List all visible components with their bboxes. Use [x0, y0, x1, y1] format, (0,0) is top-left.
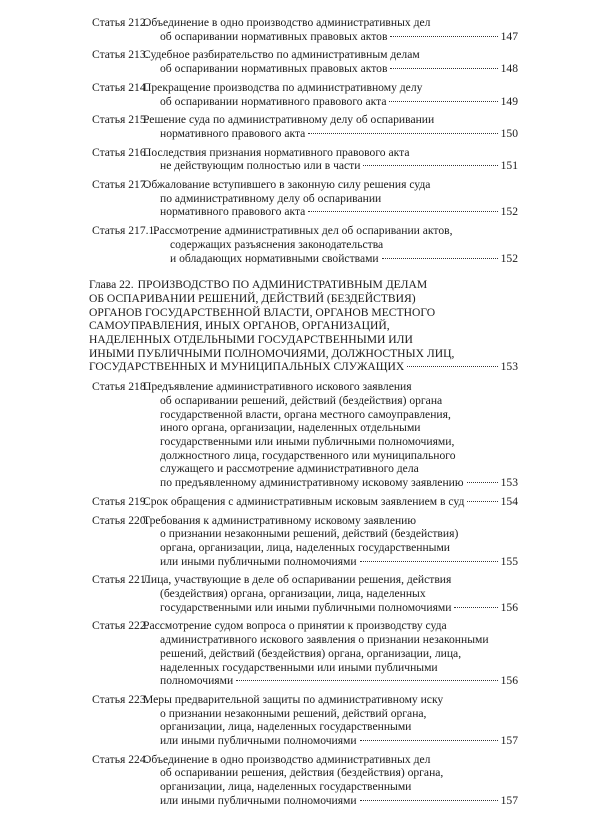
entry-text: или иными публичными полномочиями [160, 734, 357, 748]
entry-text: организации, лица, наделенных государственными [160, 780, 412, 794]
entry-text: Предъявление административного искового заявления [143, 380, 412, 394]
toc-entry-217-1 [0, 224, 600, 265]
chapter-title-line: ПРОИЗВОДСТВО ПО АДМИНИСТРАТИВНЫМ ДЕЛАМ [137, 278, 428, 292]
entry-text: государственными или иными публичными полномочиями, [160, 434, 455, 448]
dot-leader [467, 500, 497, 502]
page-number: 156 [500, 674, 518, 688]
entry-text: Объединение в одно производство административных дел [143, 16, 431, 29]
dot-leader [390, 35, 497, 37]
dot-leader [454, 606, 497, 608]
article-label: Статья 212. [92, 16, 149, 29]
article-label: Статья 223. [92, 692, 149, 706]
dot-leader [236, 679, 497, 681]
page-number: 151 [500, 159, 518, 173]
page-number: 154 [500, 494, 518, 508]
page-number: 152 [500, 205, 518, 219]
toc-entry-216 [0, 146, 600, 173]
entry-text: Меры предварительной защиты по административному иску [143, 692, 444, 706]
toc-entry-224 [0, 753, 600, 808]
entry-text: Рассмотрение административных дел об оспаривании актов, [153, 224, 453, 238]
entry-text: организации, лица, наделенных государственными [160, 720, 412, 734]
toc-entry-218 [0, 380, 600, 490]
dot-leader [390, 67, 497, 69]
entry-text: об оспаривании нормативных правовых актов [160, 62, 388, 76]
entry-text: по административному делу об оспаривании [160, 191, 382, 205]
entry-text: государственными или иными публичными полномочиями [160, 600, 452, 614]
entry-text: Объединение в одно производство административных дел [143, 752, 431, 766]
entry-text: Обжалование вступившего в законную силу решения суда [143, 178, 431, 192]
entry-text: иного органа, организации, наделенных отдельными [160, 421, 421, 435]
dot-leader [363, 164, 497, 166]
entry-text: должностного лица, государственного или муниципального [160, 448, 456, 462]
chapter-heading [0, 278, 600, 374]
entry-text: решений, действий (бездействия) органа, организации, лица, [160, 646, 462, 660]
entry-text: не действующим полностью или в части [160, 159, 361, 173]
dot-leader [308, 132, 497, 134]
entry-text: об оспаривании решения, действия (бездействия) органа, [160, 766, 444, 780]
dot-leader [382, 257, 498, 259]
toc-entry-212 [0, 16, 600, 43]
entry-text: Последствия признания нормативного правового акта [143, 145, 410, 159]
entry-text: Решение суда по административному делу об оспаривании [143, 113, 435, 127]
entry-text: об оспаривании нормативного правового акта [160, 94, 387, 108]
entry-text: полномочиями [160, 674, 234, 688]
page-number: 148 [500, 62, 518, 76]
entry-text: об оспаривании решений, действий (бездействия) органа [160, 393, 443, 407]
article-label: Статья 220. [92, 513, 149, 527]
article-label: Статья 224. [92, 752, 149, 766]
chapter-title-line: САМОУПРАВЛЕНИЯ, ИНЫХ ОРГАНОВ, ОРГАНИЗАЦИЙ, [89, 319, 390, 333]
entry-text: о признании незаконными решений, действий (бездействия) [160, 527, 459, 541]
article-label: Статья 222. [92, 619, 149, 633]
article-label: Статья 216. [92, 145, 149, 159]
toc-entry-219 [0, 495, 600, 509]
article-label: Статья 218. [92, 380, 149, 394]
chapter-title-line: ОБ ОСПАРИВАНИИ РЕШЕНИЙ, ДЕЙСТВИЙ (БЕЗДЕЙСТВИЯ) [89, 291, 416, 305]
toc-entry-222 [0, 619, 600, 688]
toc-entry-213 [0, 48, 600, 75]
article-label: Статья 213. [92, 48, 149, 62]
entry-text: и обладающих нормативными свойствами [170, 251, 379, 265]
toc-entry-220 [0, 514, 600, 569]
entry-text: Лица, участвующие в деле об оспаривании решения, действия [143, 573, 452, 587]
entry-text: содержащих разъяснения законодательства [170, 237, 384, 251]
entry-text: об оспаривании нормативных правовых актов [160, 29, 388, 43]
entry-text: административного искового заявления о признании незаконными [160, 633, 489, 647]
dot-leader [360, 560, 498, 562]
entry-text: служащего и рассмотрение административного дела [160, 462, 419, 476]
entry-text: государственной власти, органа местного самоуправления, [160, 407, 451, 421]
entry-text: о признании незаконными решений, действий органа, [160, 706, 427, 720]
toc-entry-214 [0, 81, 600, 108]
page-number: 150 [500, 126, 518, 140]
page-number: 147 [500, 29, 518, 43]
page-number: 156 [500, 600, 518, 614]
chapter-title-line: ИНЫМИ ПУБЛИЧНЫМИ ПОЛНОМОЧИЯМИ, ДОЛЖНОСТНЫХ ЛИЦ, [89, 346, 455, 360]
page-number: 157 [500, 793, 518, 807]
toc-entry-217 [0, 178, 600, 219]
entry-text: или иными публичными полномочиями [160, 793, 357, 807]
article-label: Статья 221. [92, 573, 149, 587]
article-label: Статья 214. [92, 80, 149, 94]
chapter-title-line: НАДЕЛЕННЫХ ОТДЕЛЬНЫМИ ГОСУДАРСТВЕННЫМИ ИЛИ [89, 333, 413, 347]
page-number: 149 [500, 94, 518, 108]
chapter-label: Глава 22. [89, 278, 134, 292]
page-number: 157 [500, 734, 518, 748]
toc-entry-223 [0, 693, 600, 748]
entry-text: Судебное разбирательство по административным делам [143, 48, 420, 62]
page-number: 153 [500, 476, 518, 490]
page-number: 153 [500, 360, 518, 374]
article-label: Статья 219. [92, 494, 149, 508]
entry-text: Требования к административному исковому заявлению [143, 513, 417, 527]
page-number: 155 [500, 554, 518, 568]
entry-text: наделенных государственными или иными публичными [160, 660, 438, 674]
entry-text: Срок обращения с административным исковым заявлением в суд [143, 494, 465, 508]
dot-leader [308, 210, 497, 212]
article-label: Статья 217.1. [92, 224, 158, 238]
article-label: Статья 217. [92, 178, 149, 192]
dot-leader [467, 481, 498, 483]
entry-text: нормативного правового акта [160, 126, 306, 140]
entry-text: по предъявленному административному исковому заявлению [160, 476, 464, 490]
dot-leader [360, 799, 498, 801]
dot-leader [360, 739, 498, 741]
chapter-title-line: ОРГАНОВ ГОСУДАРСТВЕННОЙ ВЛАСТИ, ОРГАНОВ МЕСТНОГО [89, 305, 436, 319]
toc-group-bottom [0, 380, 600, 807]
toc-group-top [0, 16, 600, 265]
page-number: 152 [500, 251, 518, 265]
entry-text: Рассмотрение судом вопроса о принятии к производству суда [143, 619, 447, 633]
entry-text: органа, организации, лица, наделенных государственными [160, 540, 450, 554]
entry-text: (бездействия) органа, организации, лица, наделенных [160, 587, 426, 601]
dot-leader [407, 365, 497, 367]
article-label: Статья 215. [92, 113, 149, 127]
toc-entry-221 [0, 573, 600, 614]
entry-text: Прекращение производства по административному делу [143, 80, 423, 94]
toc-entry-215 [0, 113, 600, 140]
chapter-title-line: ГОСУДАРСТВЕННЫХ И МУНИЦИПАЛЬНЫХ СЛУЖАЩИХ [89, 360, 405, 374]
entry-text: или иными публичными полномочиями [160, 554, 357, 568]
entry-text: нормативного правового акта [160, 205, 306, 219]
dot-leader [389, 100, 497, 102]
table-of-contents [0, 16, 600, 813]
